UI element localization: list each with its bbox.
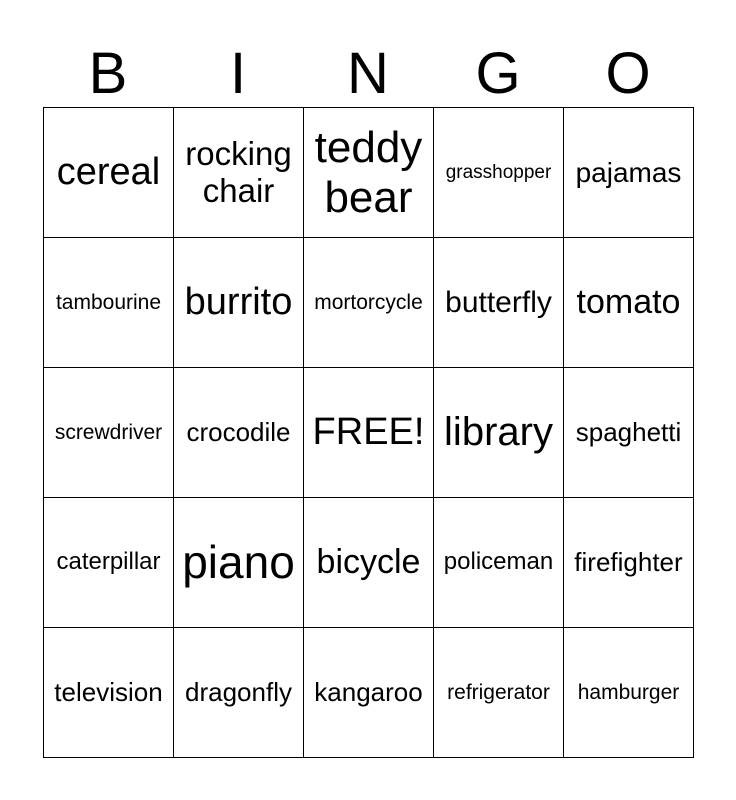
cell-word: teddy bear [314, 123, 423, 222]
bingo-cell [174, 368, 304, 498]
cell-word: butterfly [445, 285, 552, 319]
bingo-cell [304, 238, 434, 368]
bingo-cell [44, 368, 174, 498]
cell-word: burrito [184, 281, 293, 324]
bingo-cell [174, 238, 304, 368]
cell-word: grasshopper [445, 161, 552, 183]
bingo-cell [564, 628, 694, 758]
cell-word: crocodile [186, 416, 291, 447]
cell-word: refrigerator [447, 680, 550, 704]
bingo-cell [434, 238, 564, 368]
header-letter-o: O [605, 41, 651, 106]
header-letter-g: G [475, 41, 521, 106]
cell-word: dragonfly [185, 676, 292, 707]
bingo-cell [304, 108, 434, 238]
bingo-cell [434, 108, 564, 238]
cell-word: tomato [576, 283, 681, 322]
bingo-cell [174, 628, 304, 758]
cell-word: mortorcycle [314, 290, 423, 314]
cell-word: screwdriver [54, 420, 163, 444]
bingo-cell [44, 108, 174, 238]
bingo-cell [174, 108, 304, 238]
bingo-cell [434, 368, 564, 498]
cell-word: rocking chair [185, 134, 292, 209]
cell-word: pajamas [575, 156, 682, 188]
bingo-cell [304, 628, 434, 758]
bingo-cell [564, 368, 694, 498]
cell-word: spaghetti [575, 416, 682, 447]
bingo-cell [174, 498, 304, 628]
cell-word: hamburger [577, 680, 680, 704]
cell-word: caterpillar [56, 548, 161, 576]
cell-word: library [444, 410, 553, 455]
cell-word: cereal [56, 151, 161, 194]
bingo-cell [44, 498, 174, 628]
bingo-cell [44, 238, 174, 368]
bingo-cell [434, 628, 564, 758]
bingo-cell [304, 368, 434, 498]
cell-word: piano [182, 535, 295, 588]
cell-word: policeman [443, 548, 554, 576]
cell-word: firefighter [574, 546, 683, 577]
cell-word: kangaroo [314, 676, 423, 707]
cell-word: television [54, 676, 163, 707]
header-letter-n: N [347, 41, 389, 106]
bingo-cell [304, 498, 434, 628]
bingo-cell [44, 628, 174, 758]
bingo-grid [43, 107, 694, 758]
bingo-cell [434, 498, 564, 628]
bingo-cell [564, 238, 694, 368]
cell-word: bicycle [316, 543, 421, 582]
cell-word: tambourine [55, 290, 162, 314]
bingo-header [43, 40, 693, 108]
bingo-cell [564, 498, 694, 628]
header-letter-i: I [229, 41, 247, 106]
cell-word: FREE! [312, 411, 425, 454]
header-letter-b: B [88, 41, 128, 106]
bingo-cell [564, 108, 694, 238]
